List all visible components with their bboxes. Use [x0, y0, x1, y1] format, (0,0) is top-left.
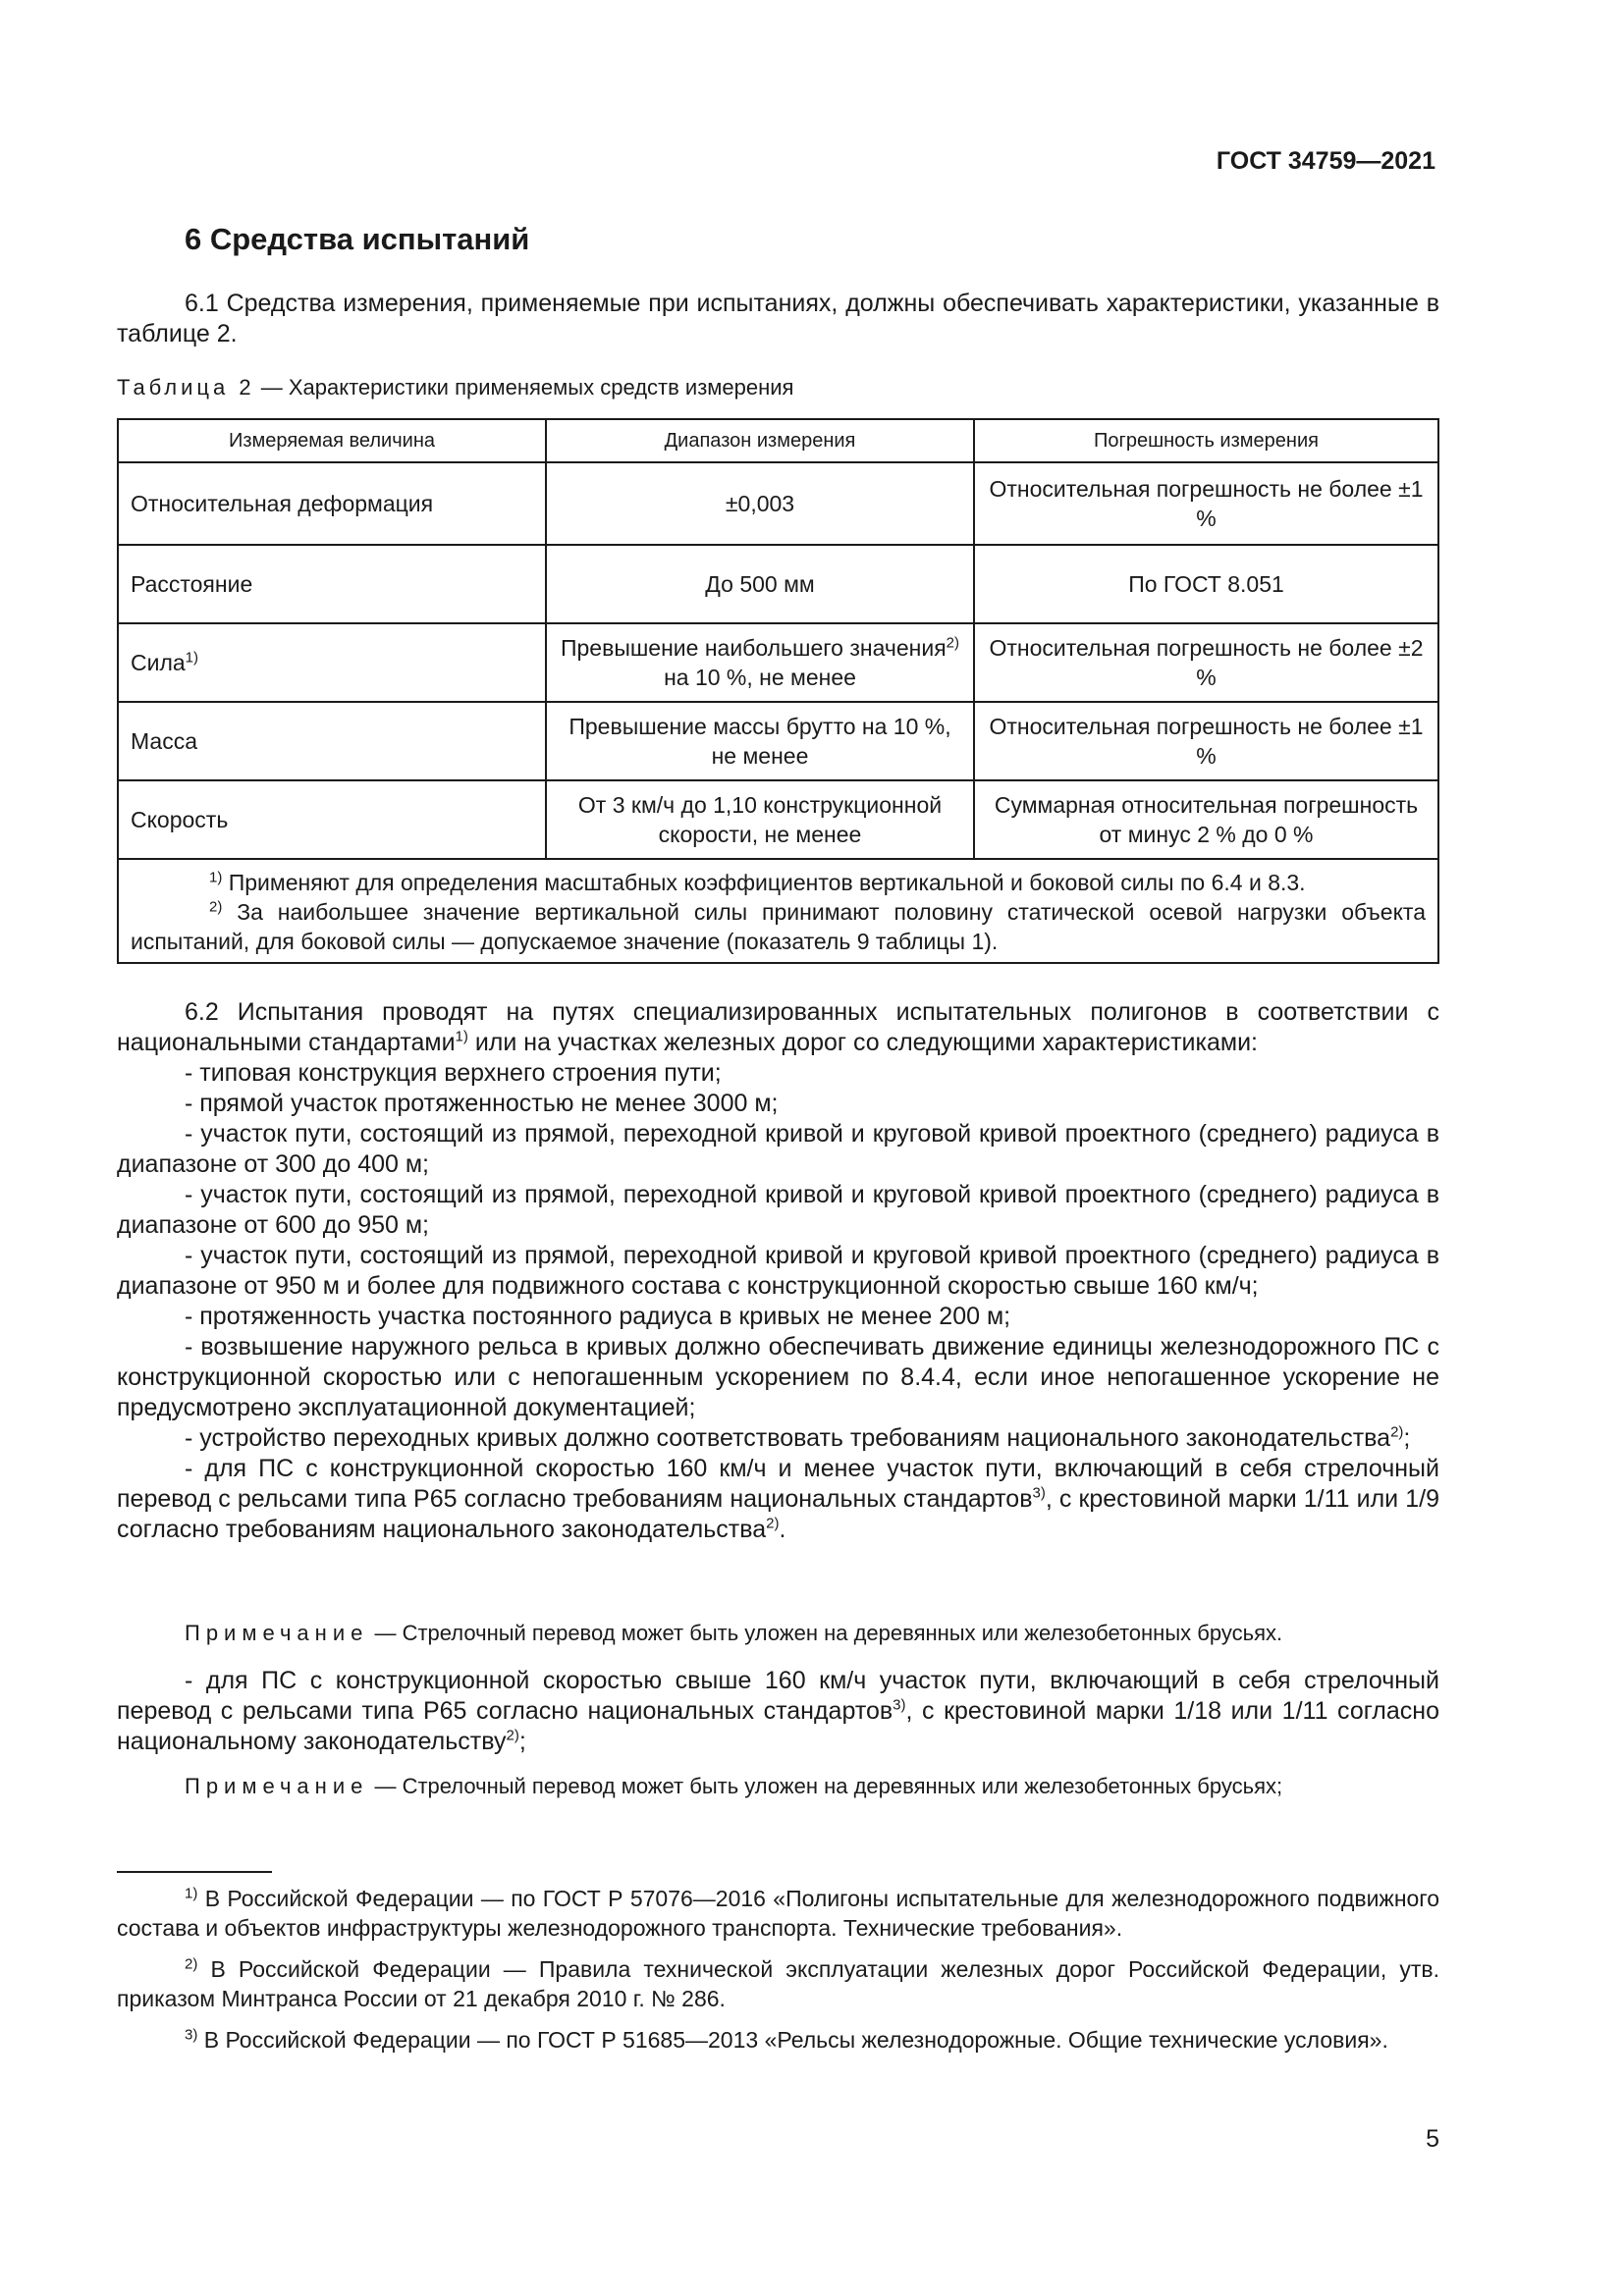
table-row [118, 780, 1438, 859]
list-item [117, 1423, 1439, 1454]
cell-quantity [118, 780, 546, 859]
footnote-separator [117, 1871, 272, 1873]
table-row [118, 545, 1438, 623]
note-label: Примечание [185, 1774, 369, 1798]
footnote-text: В Российской Федерации — по ГОСТ Р 57076—2016 «Полигоны испытательные для железнодорожного подвижного состава и объектов инфраструктуры железнодорожного транспорта. Технические требования». [117, 1886, 1439, 1941]
table-footnotes-row [118, 859, 1438, 963]
list-item [117, 1454, 1439, 1545]
table-row [118, 702, 1438, 780]
table-footnote [131, 897, 1426, 956]
text: - устройство переходных кривых должно соответствовать требованиям национального законодательства [185, 1424, 1391, 1452]
table-caption-label: Таблица 2 [117, 375, 255, 400]
footnote-text: Применяют для определения масштабных коэффициентов вертикальной и боковой силы по 6.4 и 8.3. [222, 870, 1306, 895]
cell-error: Относительная погрешность не более ±1 % [974, 462, 1438, 545]
table-header-row [118, 419, 1438, 462]
cell-range: От 3 км/ч до 1,10 конструкционной скорости, не менее [546, 780, 974, 859]
list-item: - участок пути, состоящий из прямой, переходной кривой и круговой кривой проектного (среднего) радиуса в диапазоне от 300 до 400 м; [117, 1120, 1439, 1178]
text: ; [1403, 1424, 1411, 1452]
footnote-mark: 3) [185, 2026, 198, 2044]
text: , с крестовиной марки 1/11 или 1/9 согласно требованиям национального законодательства [117, 1485, 1439, 1543]
page-footnote [117, 2025, 1439, 2055]
section-title: 6 Средства испытаний [185, 222, 530, 256]
page-footnotes [117, 1884, 1439, 2066]
table-caption-text: — Характеристики применяемых средств измерения [254, 375, 794, 400]
text: - для ПС с конструкционной скоростью 160 км/ч и менее участок пути, включающий в себя стрелочный перевод с рельсами типа Р65 согласно требованиям национальных стандартов [117, 1455, 1439, 1513]
header-quantity: Измеряемая величина [118, 419, 546, 462]
list-item: - типовая конструкция верхнего строения пути; [185, 1059, 722, 1087]
table-footnotes [118, 859, 1438, 963]
footnote-text: В Российской Федерации — Правила технической эксплуатации железных дорог Российской Федерации, утв. приказом Минтранса России от 21 декабря 2010 г. № 286. [117, 1956, 1439, 2011]
text: 6.2 Испытания проводят на путях специализированных испытательных полигонов в соответствии с национальными стандартами [117, 998, 1439, 1056]
list-item [117, 1666, 1439, 1757]
footnote-ref: 2) [766, 1515, 780, 1532]
cell-error: Относительная погрешность не более ±2 % [974, 623, 1438, 702]
list-item: - возвышение наружного рельса в кривых должно обеспечивать движение единицы железнодорожного ПС с конструкционной скоростью или с непогашенным ускорением по 8.4.4, если иное непогашенное ускорение не предусмотрено эксплуатационной документацией; [117, 1333, 1439, 1421]
footnote-mark: 2) [185, 1955, 198, 1973]
header-error: Погрешность измерения [974, 419, 1438, 462]
cell-range: Превышение массы брутто на 10 %, не менее [546, 702, 974, 780]
footnote-mark: 2) [209, 898, 223, 916]
cell-range: До 500 мм [546, 545, 974, 623]
footnote-ref: 3) [893, 1696, 906, 1714]
cell-quantity [118, 623, 546, 702]
cell-quantity-text: Относительная деформация [131, 491, 434, 516]
text: ; [518, 1728, 526, 1755]
cell-error: Относительная погрешность не более ±1 % [974, 702, 1438, 780]
cell-quantity-text: Сила [131, 650, 186, 675]
footnote-text: За наибольшее значение вертикальной силы принимают половину статической осевой нагрузки объекта испытаний, для боковой силы — допускаемое значение (показатель 9 таблицы 1). [131, 899, 1426, 954]
cell-range-text: Превышение наибольшего значения [560, 635, 947, 661]
page-number: 5 [1426, 2125, 1439, 2153]
requirements-list [117, 1058, 1439, 1545]
footnote-mark: 1) [209, 869, 223, 886]
footnote-ref: 2) [506, 1727, 519, 1744]
note-text: — Стрелочный перевод может быть уложен на деревянных или железобетонных брусьях; [368, 1774, 1283, 1798]
paragraph-6-1: 6.1 Средства измерения, применяемые при испытаниях, должны обеспечивать характеристики, указанные в таблице 2. [117, 290, 1439, 347]
table-row [118, 623, 1438, 702]
paragraph-6-2-intro [117, 997, 1439, 1058]
cell-error: По ГОСТ 8.051 [974, 545, 1438, 623]
note-text: — Стрелочный перевод может быть уложен на деревянных или железобетонных брусьях. [368, 1621, 1283, 1645]
cell-range-tail: на 10 %, не менее [664, 665, 856, 690]
note-1 [117, 1620, 1439, 1647]
footnote-ref: 3) [1032, 1484, 1046, 1502]
footnote-mark: 1) [185, 1885, 198, 1902]
table-row [118, 462, 1438, 545]
page-footnote [117, 1954, 1439, 2013]
cell-quantity-text: Скорость [131, 807, 229, 832]
cell-error: Суммарная относительная погрешность от минус 2 % до 0 % [974, 780, 1438, 859]
cell-range [546, 623, 974, 702]
header-range: Диапазон измерения [546, 419, 974, 462]
cell-quantity [118, 545, 546, 623]
document-code-header: ГОСТ 34759—2021 [1216, 147, 1435, 175]
footnote-ref: 2) [946, 634, 959, 652]
list-item: - протяженность участка постоянного радиуса в кривых не менее 200 м; [185, 1303, 1011, 1330]
note-2 [117, 1773, 1439, 1800]
page-footnote [117, 1884, 1439, 1943]
cell-quantity [118, 702, 546, 780]
text: , с крестовиной марки 1/18 или 1/11 согласно национальному законодательству [117, 1697, 1439, 1755]
footnote-ref: 2) [1390, 1423, 1404, 1441]
cell-quantity-text: Расстояние [131, 571, 253, 597]
cell-quantity-text: Масса [131, 728, 198, 754]
cell-range: ±0,003 [546, 462, 974, 545]
footnote-text: В Российской Федерации — по ГОСТ Р 51685—2013 «Рельсы железнодорожные. Общие технические условия». [197, 2027, 1388, 2053]
list-item: - прямой участок протяженностью не менее 3000 м; [185, 1090, 779, 1117]
table-footnote [131, 868, 1426, 897]
text: или на участках железных дорог со следующими характеристиками: [467, 1029, 1258, 1056]
footnote-ref: 1) [455, 1028, 468, 1045]
cell-quantity [118, 462, 546, 545]
table-caption [117, 375, 793, 400]
list-item: - участок пути, состоящий из прямой, переходной кривой и круговой кривой проектного (среднего) радиуса в диапазоне от 950 м и более для подвижного состава с конструкционной скоростью свыше 160 км/ч; [117, 1242, 1439, 1300]
note-label: Примечание [185, 1621, 369, 1645]
measurement-instruments-table [117, 418, 1439, 964]
footnote-ref: 1) [185, 649, 199, 667]
text: - для ПС с конструкционной скоростью свыше 160 км/ч участок пути, включающий в себя стрелочный перевод с рельсами типа Р65 согласно национальных стандартов [117, 1667, 1439, 1725]
text: . [779, 1516, 786, 1543]
list-item: - участок пути, состоящий из прямой, переходной кривой и круговой кривой проектного (среднего) радиуса в диапазоне от 600 до 950 м; [117, 1181, 1439, 1239]
